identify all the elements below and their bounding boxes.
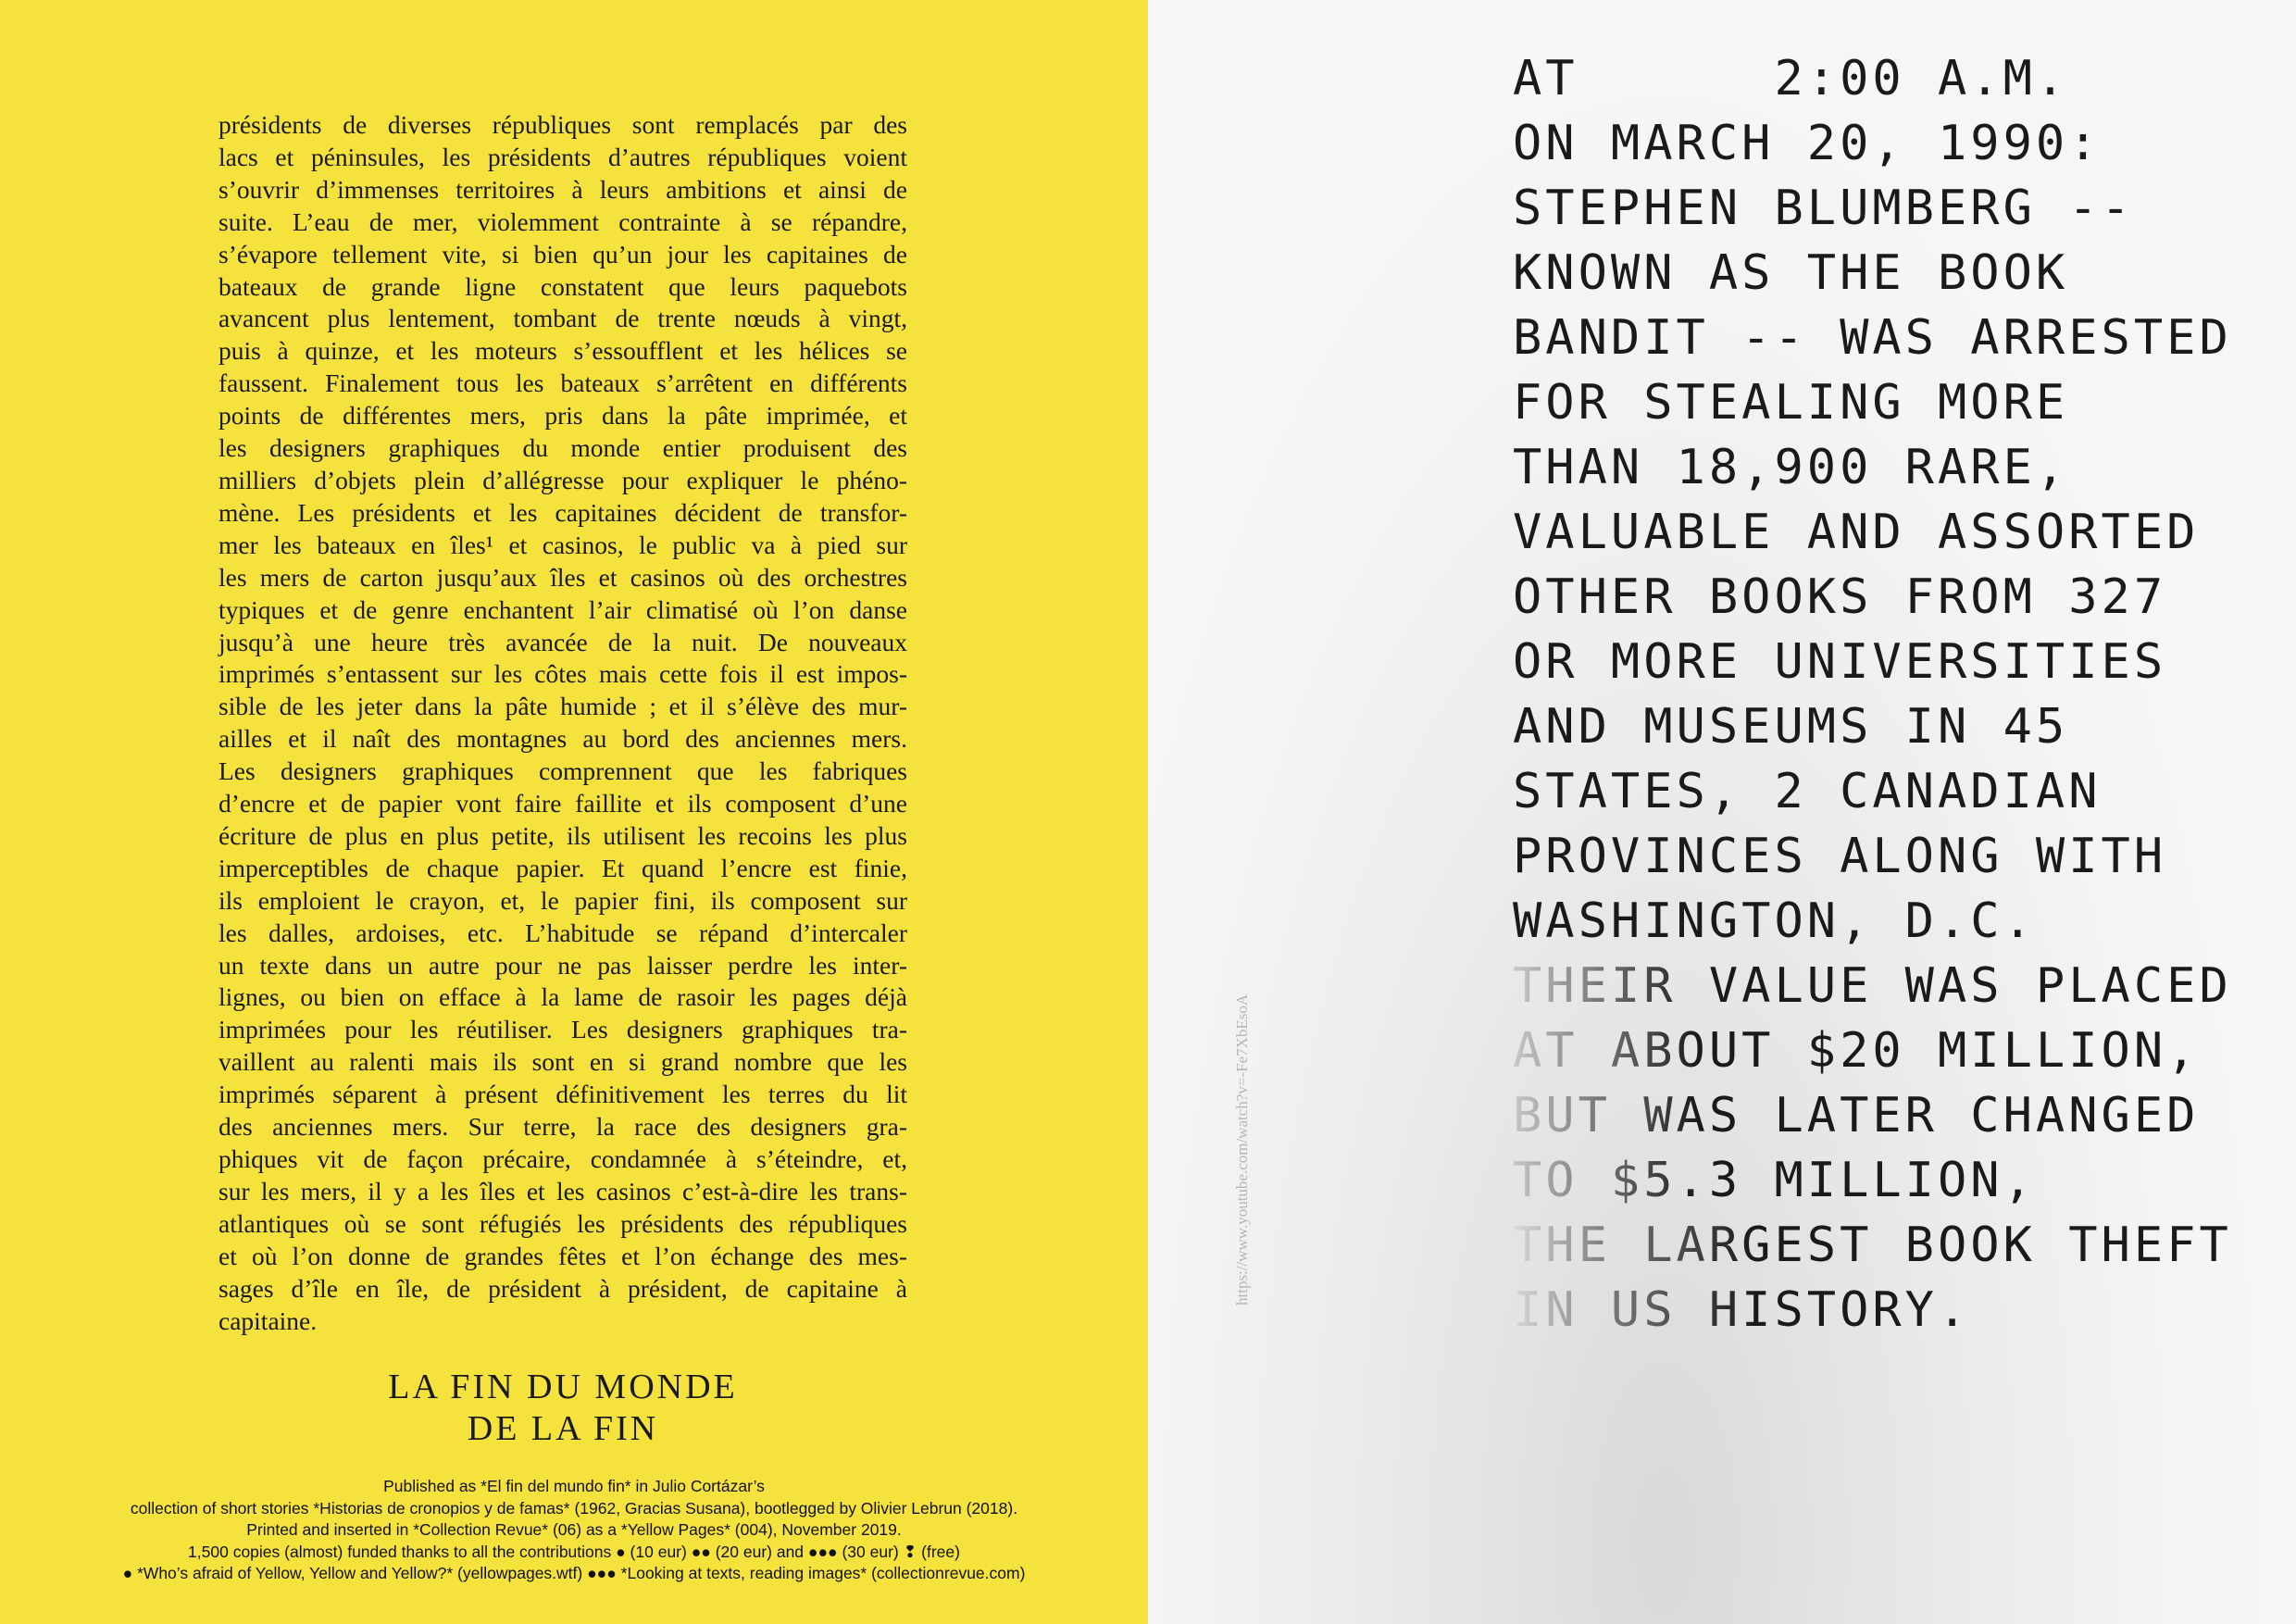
body-line: s’ouvrir d’immenses territoires à leurs ambitions et ainsi de bbox=[218, 174, 907, 204]
body-line: phiques vit de façon précaire, condamnée à s’éteindre, et, bbox=[218, 1144, 907, 1173]
body-line: imprimés s’entassent sur les côtes mais cette fois il est impos- bbox=[218, 659, 907, 689]
story-title-line-2: DE LA FIN bbox=[467, 1409, 659, 1448]
body-line: milliers d’objets plein d’allégresse pour expliquer le phéno- bbox=[218, 465, 907, 494]
mono-line: WASHINGTON, D.C. bbox=[1513, 893, 2036, 949]
body-line: sages d’île en île, de président à président, de capitaine à bbox=[218, 1273, 907, 1303]
body-line: les designers graphiques du monde entier produisent des bbox=[218, 433, 907, 463]
colophon-line: Published as *El fin del mundo fin* in Julio Cortázar’s bbox=[383, 1477, 765, 1495]
story-body-text bbox=[218, 109, 907, 1337]
body-line: ailles et il naît des montagnes au bord des anciennes mers. bbox=[218, 724, 907, 754]
body-line: faussent. Finalement tous les bateaux s’arrêtent en différents bbox=[218, 369, 907, 398]
mono-line: AND MUSEUMS IN 45 bbox=[1513, 699, 2069, 755]
mono-line: AT 2:00 A.M. bbox=[1513, 51, 2069, 106]
mono-line: THEIR VALUE WAS PLACED bbox=[1513, 954, 2232, 1018]
body-line: d’encre et de papier vont faire faillite et ils composent d’une bbox=[218, 789, 907, 818]
mono-line: STEPHEN BLUMBERG -- bbox=[1513, 181, 2134, 236]
body-line: les dalles, ardoises, etc. L’habitude se répand d’intercaler bbox=[218, 918, 907, 947]
body-line: et où l’on donne de grandes fêtes et l’on échange des mes- bbox=[218, 1241, 907, 1270]
body-line: un texte dans un autre pour ne pas laisser perdre les inter- bbox=[218, 950, 907, 980]
mono-line: KNOWN AS THE BOOK bbox=[1513, 245, 2069, 301]
body-line: ils emploient le crayon, et, le papier fini, ils composent sur bbox=[218, 885, 907, 915]
story-title-line-1: LA FIN DU MONDE bbox=[388, 1368, 738, 1406]
body-line: atlantiques où se sont réfugiés les présidents des républiques bbox=[218, 1208, 907, 1238]
mono-line: IN US HISTORY. bbox=[1513, 1278, 2232, 1343]
mono-line: VALUABLE AND ASSORTED bbox=[1513, 505, 2200, 560]
body-line: bateaux de grande ligne constatent que leurs paquebots bbox=[218, 271, 907, 301]
body-line: s’évapore tellement vite, si bien qu’un jour les capitaines de bbox=[218, 239, 907, 269]
body-line: puis à quinze, et les moteurs s’essoufflent et les hélices se bbox=[218, 336, 907, 366]
body-line: mer les bateaux en îles¹ et casinos, le public va à pied sur bbox=[218, 530, 907, 559]
mono-line: PROVINCES ALONG WITH bbox=[1513, 829, 2167, 884]
body-line: vaillent au ralenti mais ils sont en si grand nombre que les bbox=[218, 1047, 907, 1077]
body-line: capitaine. bbox=[218, 1305, 318, 1335]
mono-line: OTHER BOOKS FROM 327 bbox=[1513, 569, 2167, 625]
body-line: imperceptibles de chaque papier. Et quand l’encre est finie, bbox=[218, 853, 907, 882]
colophon-line: 1,500 copies (almost) funded thanks to all the contributions ● (10 eur) ●● (20 eur) and ●●● (30 eur) ❢ (free) bbox=[188, 1542, 960, 1561]
colophon-line: collection of short stories *Historias de cronopios y de famas* (1962, Gracias Susana), bootlegged by Olivier Lebrun (2018). bbox=[130, 1498, 1018, 1518]
body-line: sur les mers, il y a les îles et les casinos c’est-à-dire les trans- bbox=[218, 1176, 907, 1206]
mono-line: AT ABOUT $20 MILLION, bbox=[1513, 1018, 2232, 1083]
mono-line: ON MARCH 20, 1990: bbox=[1513, 116, 2102, 171]
body-line: écriture de plus en plus petite, ils utilisent les recoins les plus bbox=[218, 820, 907, 850]
mono-line: OR MORE UNIVERSITIES bbox=[1513, 634, 2167, 690]
body-line: les mers de carton jusqu’aux îles et casinos où des orchestres bbox=[218, 562, 907, 592]
body-line: imprimées pour les réutiliser. Les designers graphiques tra- bbox=[218, 1015, 907, 1044]
colophon-line: ● *Who’s afraid of Yellow, Yellow and Yellow?* (yellowpages.wtf) ●●● *Looking at texts, reading images* (collectionrevue.com) bbox=[122, 1564, 1026, 1582]
body-line: points de différentes mers, pris dans la pâte imprimée, et bbox=[218, 401, 907, 431]
body-line: présidents de diverses républiques sont remplacés par des bbox=[218, 110, 907, 139]
body-line: des anciennes mers. Sur terre, la race des designers gra- bbox=[218, 1112, 907, 1142]
mono-line: THAN 18,900 RARE, bbox=[1513, 440, 2069, 495]
body-line: Les designers graphiques comprennent que les fabriques bbox=[218, 756, 907, 786]
vertical-url-text: https://www.youtube.com/watch?v=-Fe7XbEsoA bbox=[1233, 993, 1251, 1305]
body-line: jusqu’à une heure très avancée de la nuit. De nouveaux bbox=[218, 627, 907, 656]
mono-line: BANDIT -- WAS ARRESTED bbox=[1513, 310, 2232, 366]
colophon bbox=[19, 1476, 1129, 1585]
mono-line: THE LARGEST BOOK THEFT bbox=[1513, 1213, 2232, 1278]
body-line: lignes, ou bien on efface à la lame de rasoir les pages déjà bbox=[218, 982, 907, 1012]
body-line: mène. Les présidents et les capitaines décident de transfor- bbox=[218, 497, 907, 527]
body-line: suite. L’eau de mer, violemment contrainte à se répandre, bbox=[218, 206, 907, 236]
mono-line: BUT WAS LATER CHANGED bbox=[1513, 1083, 2232, 1148]
mono-line: TO $5.3 MILLION, bbox=[1513, 1148, 2232, 1213]
book-bandit-text bbox=[1513, 46, 2232, 1343]
body-line: avancent plus lentement, tombant de trente nœuds à vingt, bbox=[218, 304, 907, 333]
mono-line: FOR STEALING MORE bbox=[1513, 375, 2069, 431]
body-line: typiques et de genre enchantent l’air climatisé où l’on danse bbox=[218, 594, 907, 624]
colophon-line: Printed and inserted in *Collection Revue* (06) as a *Yellow Pages* (004), November 2019. bbox=[246, 1520, 902, 1539]
body-line: imprimés séparent à présent définitivement les terres du lit bbox=[218, 1080, 907, 1109]
story-title bbox=[218, 1367, 907, 1450]
body-line: lacs et péninsules, les présidents d’autres républiques voient bbox=[218, 142, 907, 171]
mono-line: STATES, 2 CANADIAN bbox=[1513, 764, 2102, 819]
body-line: sible de les jeter dans la pâte humide ; et il s’élève des mur- bbox=[218, 692, 907, 721]
